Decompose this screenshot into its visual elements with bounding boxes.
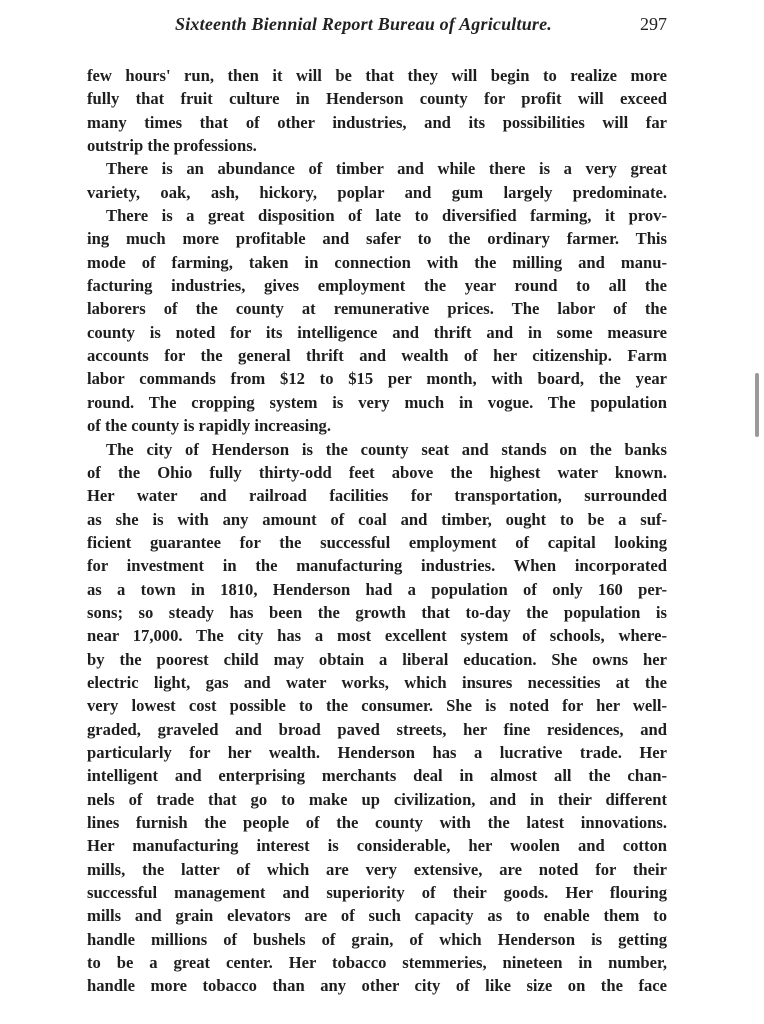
text-line: ing much more profitable and safer to the ordinary farmer. This [87, 229, 667, 249]
page-number: 297 [640, 14, 667, 34]
text-line: nels of trade that go to make up civilization, and in their different [87, 789, 667, 809]
text-line: as she is with any amount of coal and timber, ought to be a suf- [87, 509, 667, 529]
text-line: round. The cropping system is very much in vogue. The population [87, 392, 667, 412]
text-line: outstrip the professions. [87, 136, 257, 156]
text-line: very lowest cost possible to the consumer. She is noted for her well- [87, 696, 667, 716]
text-line: facturing industries, gives employment the year round to all the [87, 276, 667, 296]
header-title: Sixteenth Biennial Report Bureau of Agriculture. [175, 14, 553, 34]
text-line: intelligent and enterprising merchants deal in almost all the chan- [87, 766, 667, 786]
text-line: for investment in the manufacturing industries. When incorporated [87, 556, 667, 576]
text-line: sons; so steady has been the growth that to-day the population is [87, 602, 667, 622]
text-line: laborers of the county at remunerative prices. The labor of the [87, 299, 667, 319]
text-line: mode of farming, taken in connection with the milling and manu- [87, 252, 667, 272]
body-text [87, 64, 667, 998]
text-line: mills and grain elevators are of such capacity as to enable them to [87, 906, 667, 926]
text-line: as a town in 1810, Henderson had a population of only 160 per- [87, 579, 667, 599]
paragraph-first-line: There is a great disposition of late to diversified farming, it prov- [106, 206, 667, 226]
vertical-scrollbar[interactable] [755, 373, 759, 437]
text-line: electric light, gas and water works, which insures necessities at the [87, 672, 667, 692]
text-line: labor commands from $12 to $15 per month, with board, the year [87, 369, 667, 389]
text-line: ficient guarantee for the successful employment of capital looking [87, 532, 667, 552]
running-header [175, 14, 667, 42]
text-line: county is noted for its intelligence and thrift and in some measure [87, 322, 667, 342]
text-line: of the Ohio fully thirty-odd feet above the highest water known. [87, 462, 667, 482]
paragraph-first-line: There is an abundance of timber and while there is a very great [106, 159, 667, 179]
text-line: accounts for the general thrift and wealth of her citizenship. Farm [87, 346, 667, 366]
text-line: handle more tobacco than any other city of like size on the face [87, 976, 667, 996]
text-line: successful management and superiority of their goods. Her flouring [87, 883, 667, 903]
text-line: fully that fruit culture in Henderson county for profit will exceed [87, 89, 667, 109]
text-line: lines furnish the people of the county with the latest innovations. [87, 813, 667, 832]
text-line: handle millions of bushels of grain, of which Henderson is getting [87, 929, 667, 949]
text-line: mills, the latter of which are very extensive, are noted for their [87, 859, 667, 879]
text-line: graded, graveled and broad paved streets, her fine residences, and [87, 719, 667, 739]
text-line: Her manufacturing interest is considerable, her woolen and cotton [87, 836, 667, 856]
text-line: to be a great center. Her tobacco stemmeries, nineteen in number, [87, 953, 667, 973]
paragraph-first-line: The city of Henderson is the county seat and stands on the banks [106, 439, 667, 459]
text-line: many times that of other industries, and its possibilities will far [87, 112, 667, 132]
text-line: by the poorest child may obtain a liberal education. She owns her [87, 649, 667, 669]
text-line: particularly for her wealth. Henderson has a lucrative trade. Her [87, 742, 667, 762]
text-line: Her water and railroad facilities for transportation, surrounded [87, 486, 667, 506]
text-line: few hours' run, then it will be that they will begin to realize more [87, 66, 667, 85]
text-line: of the county is rapidly increasing. [87, 416, 332, 436]
text-line: near 17,000. The city has a most excellent system of schools, where- [87, 626, 667, 646]
text-line: variety, oak, ash, hickory, poplar and gum largely predominate. [87, 182, 667, 202]
